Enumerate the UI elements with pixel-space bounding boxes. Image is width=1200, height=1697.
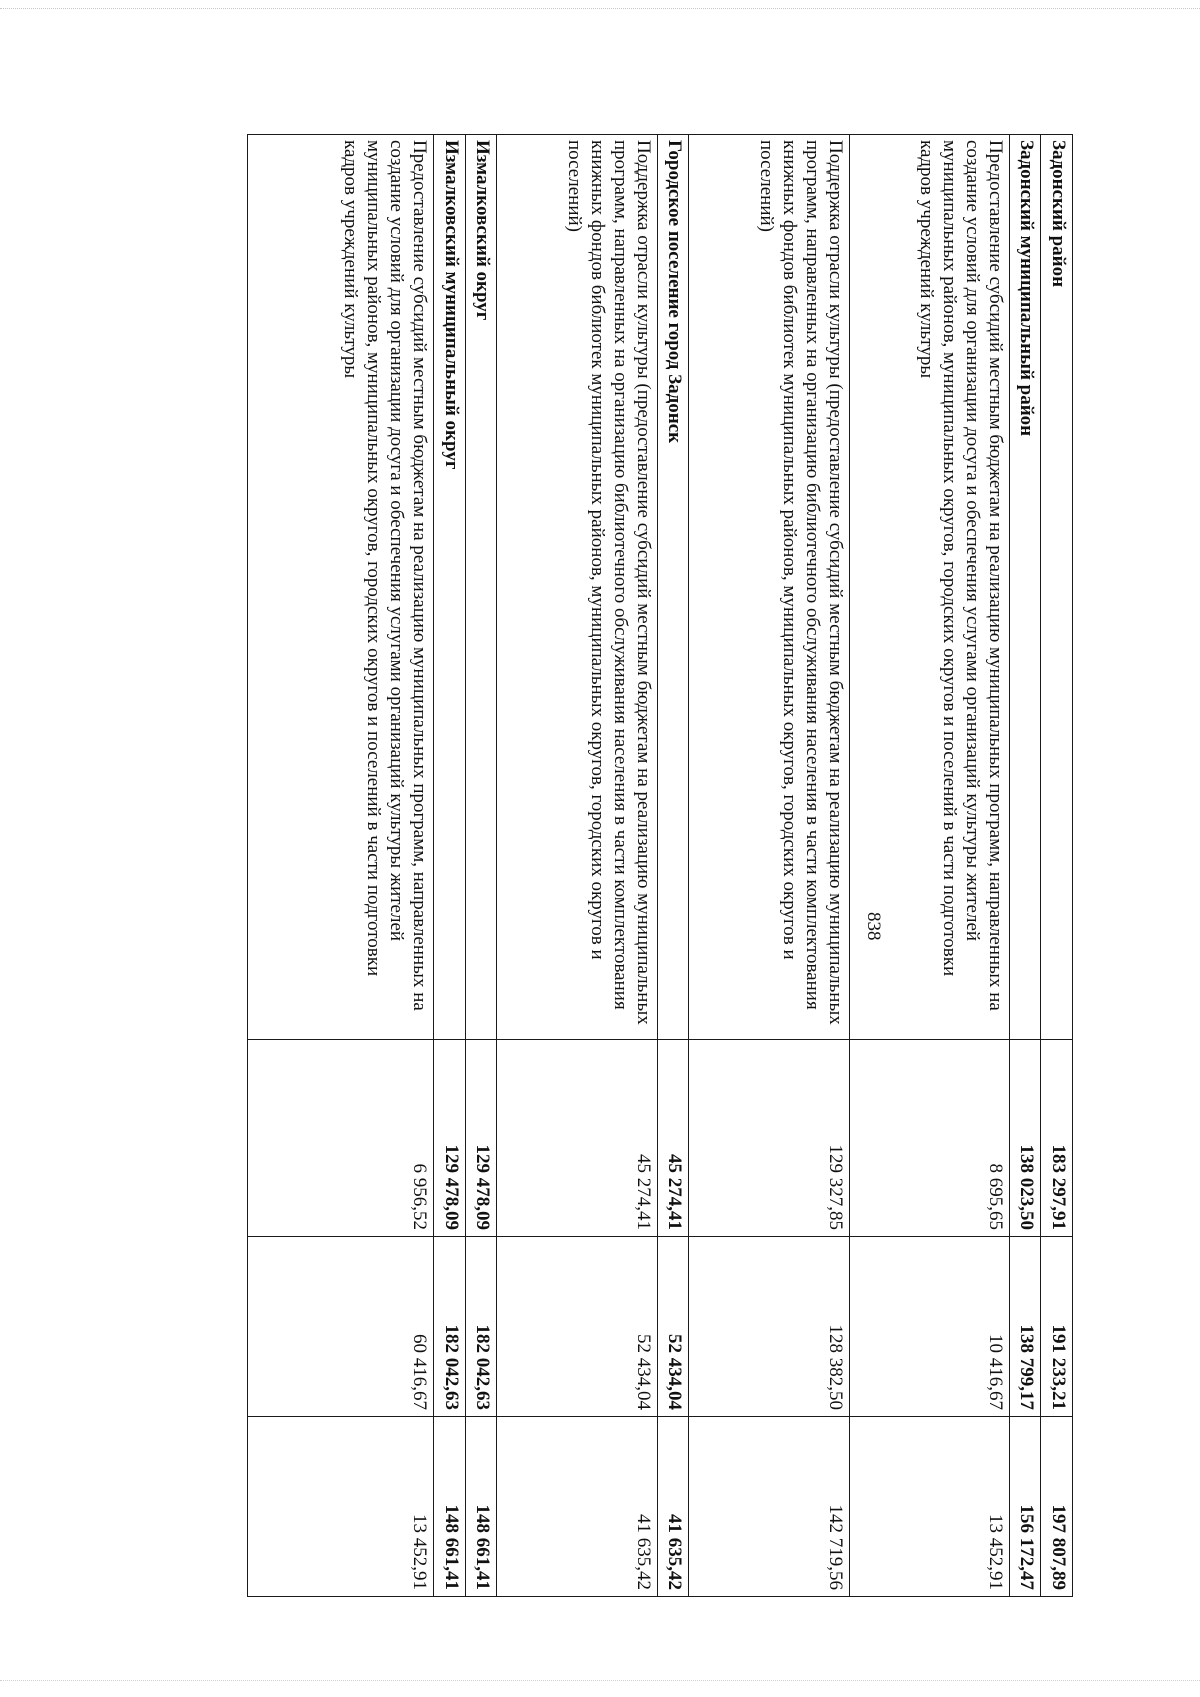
table-row	[657, 135, 689, 1597]
value-cell-year-1: 129 478,09	[465, 1040, 497, 1237]
value-cell-year-3: 156 172,47	[1009, 1417, 1041, 1597]
value-cell-year-2: 138 799,17	[1009, 1237, 1041, 1417]
table-row	[1009, 135, 1041, 1597]
page-number: 838	[863, 912, 884, 941]
value-cell-year-1: 129 327,85	[689, 1040, 849, 1237]
value-cell-year-1: 45 274,41	[657, 1040, 689, 1237]
value-cell-year-2: 52 434,04	[497, 1237, 657, 1417]
value-cell-year-3: 148 661,41	[434, 1417, 466, 1597]
table-row	[497, 135, 657, 1597]
value-cell-year-1: 45 274,41	[497, 1040, 657, 1237]
row-label-cell: Предоставление субсидий местным бюджетам на реализацию муниципальных программ, направленных на создание условий для организации досуга и обеспечения услугами организаций культуры жителей муниципальных районов, муниципальных округов, городских округов и поселений в части подготовки кадров учреждений культуры	[849, 135, 1009, 1040]
table-row	[434, 135, 466, 1597]
table-row	[1041, 135, 1073, 1597]
budget-table	[247, 134, 1073, 1597]
scan-edge-bottom	[0, 1680, 1200, 1681]
value-cell-year-3: 13 452,91	[248, 1417, 434, 1597]
row-label-cell: Измалковский округ	[465, 135, 497, 1040]
table-row	[465, 135, 497, 1597]
row-label-cell: Поддержка отрасли культуры (предоставление субсидий местным бюджетам на реализацию муниципальных программ, направленных на организацию библиотечного обслуживания населения в части комплектования книжных фондов библиотек муниципальных районов, муниципальных округов, городских округов и поселений)	[497, 135, 657, 1040]
value-cell-year-1: 6 956,52	[248, 1040, 434, 1237]
value-cell-year-3: 148 661,41	[465, 1417, 497, 1597]
table-row	[849, 135, 1009, 1597]
value-cell-year-3: 13 452,91	[849, 1417, 1009, 1597]
value-cell-year-1: 129 478,09	[434, 1040, 466, 1237]
value-cell-year-3: 41 635,42	[657, 1417, 689, 1597]
value-cell-year-2: 182 042,63	[434, 1237, 466, 1417]
value-cell-year-2: 191 233,21	[1041, 1237, 1073, 1417]
value-cell-year-1: 8 695,65	[849, 1040, 1009, 1237]
value-cell-year-3: 197 807,89	[1041, 1417, 1073, 1597]
value-cell-year-2: 10 416,67	[849, 1237, 1009, 1417]
row-label-cell: Городское поселение город Задонск	[657, 135, 689, 1040]
value-cell-year-1: 138 023,50	[1009, 1040, 1041, 1237]
value-cell-year-2: 182 042,63	[465, 1237, 497, 1417]
rotated-page-content	[247, 134, 1073, 1596]
value-cell-year-2: 60 416,67	[248, 1237, 434, 1417]
table-row	[689, 135, 849, 1597]
budget-table-body	[248, 135, 1073, 1597]
value-cell-year-3: 142 719,56	[689, 1417, 849, 1597]
row-label-cell: Задонский муниципальный район	[1009, 135, 1041, 1040]
value-cell-year-3: 41 635,42	[497, 1417, 657, 1597]
value-cell-year-2: 52 434,04	[657, 1237, 689, 1417]
row-label-cell: Задонский район	[1041, 135, 1073, 1040]
value-cell-year-1: 183 297,91	[1041, 1040, 1073, 1237]
scan-edge-top	[0, 8, 1200, 9]
value-cell-year-2: 128 382,50	[689, 1237, 849, 1417]
table-row	[248, 135, 434, 1597]
row-label-cell: Поддержка отрасли культуры (предоставление субсидий местным бюджетам на реализацию муниципальных программ, направленных на организацию библиотечного обслуживания населения в части комплектования книжных фондов библиотек муниципальных районов, муниципальных округов, городских округов и поселений)	[689, 135, 849, 1040]
row-label-cell: Предоставление субсидий местным бюджетам на реализацию муниципальных программ, направленных на создание условий для организации досуга и обеспечения услугами организаций культуры жителей муниципальных районов, муниципальных округов, городских округов и поселений в части подготовки кадров учреждений культуры	[248, 135, 434, 1040]
row-label-cell: Измалковский муниципальный округ	[434, 135, 466, 1040]
